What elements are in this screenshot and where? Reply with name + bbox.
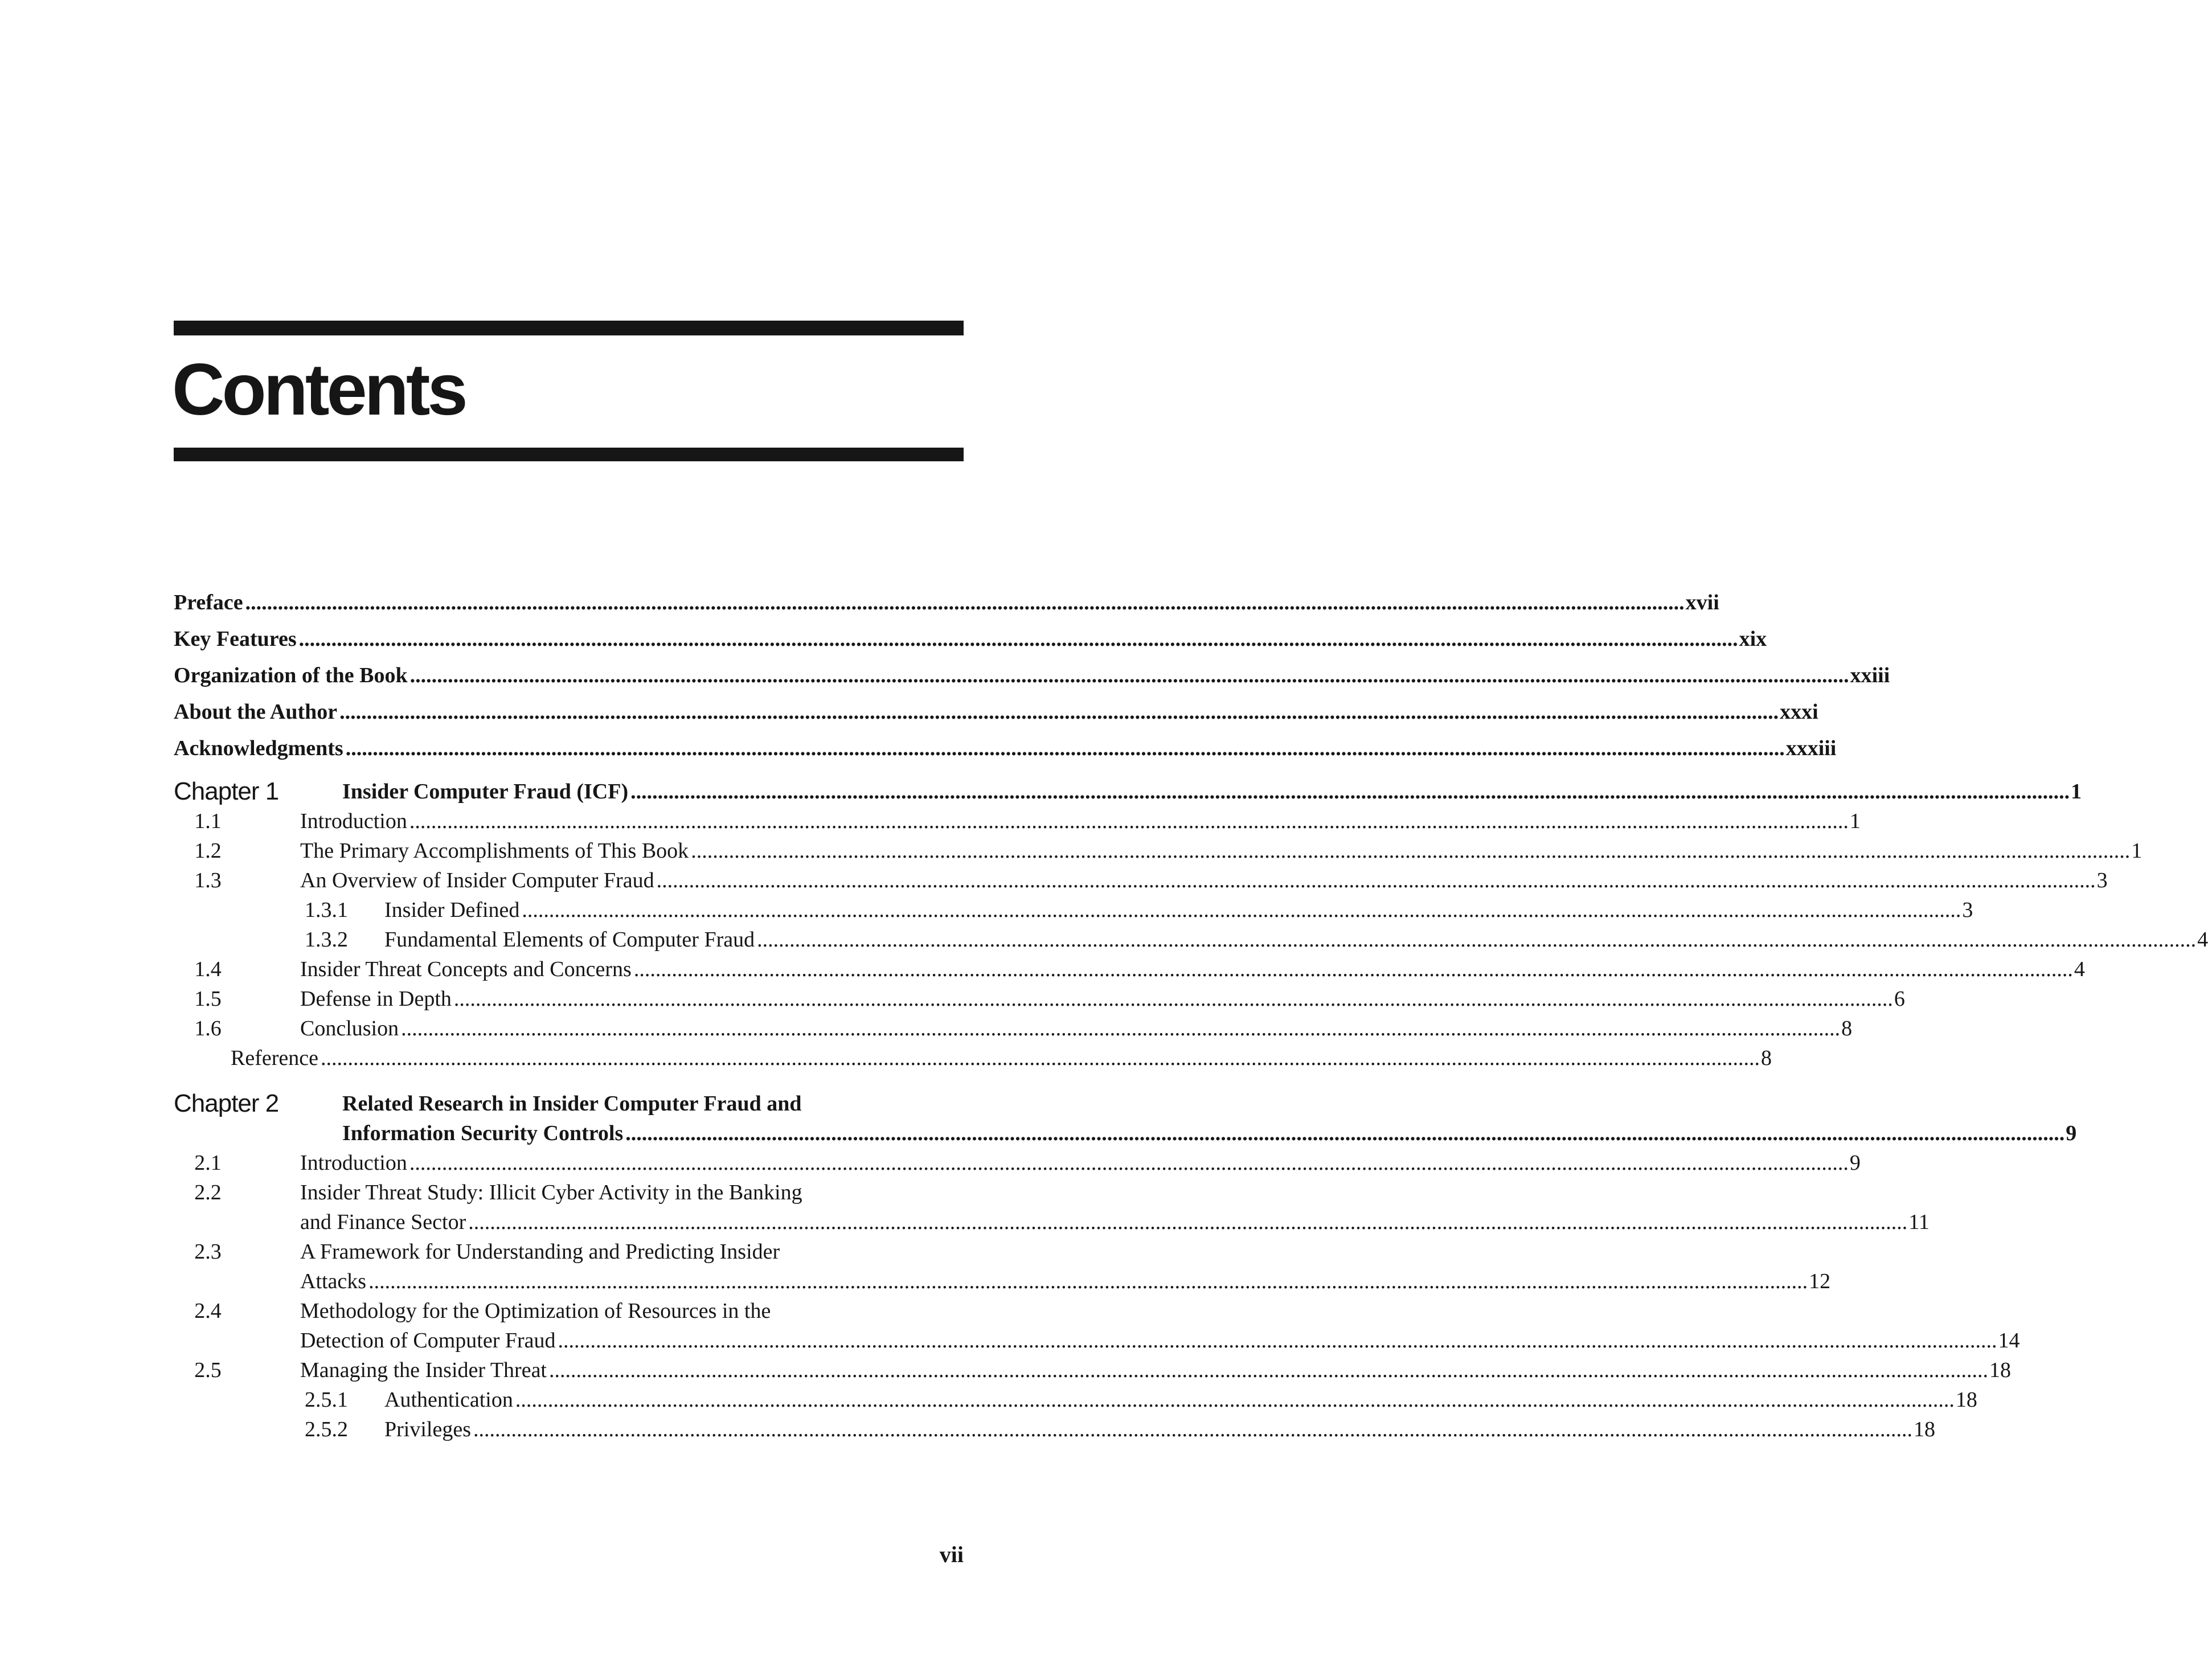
leader-dots: .......................................................................................................................................................................................................................................................................... (245, 591, 1685, 614)
section-title: Introduction (300, 1151, 407, 1175)
section-number: 1.3.1 (305, 898, 348, 922)
section-number: 2.5 (194, 1358, 222, 1382)
section-page: 8 (1841, 1017, 1853, 1040)
leader-dots: .......................................................................................................................................................................................................................................................................... (515, 1388, 1955, 1412)
toc-section[interactable] (174, 954, 2085, 984)
chapter-title-line (342, 1118, 2077, 1148)
leader-dots: .......................................................................................................................................................................................................................................................................... (522, 898, 1961, 922)
section-page: 4 (2074, 957, 2085, 981)
toc-entry-acknowledgments[interactable] (174, 730, 1837, 767)
leader-dots: .......................................................................................................................................................................................................................................................................... (549, 1358, 1988, 1382)
toc-section[interactable] (174, 1148, 1861, 1178)
toc-subsection[interactable] (174, 1415, 1935, 1444)
chapter-page: 9 (2066, 1121, 2077, 1145)
chapter-title-line (342, 1089, 964, 1118)
section-page: 1 (2131, 839, 2143, 863)
chapter-heading[interactable] (174, 777, 2082, 806)
toc-reference[interactable] (174, 1043, 1772, 1073)
chapter-title: Related Research in Insider Computer Fraud and (342, 1092, 802, 1116)
chapter-1 (174, 777, 2208, 1073)
leader-dots: .......................................................................................................................................................................................................................................................................... (558, 1329, 1997, 1353)
section-title: The Primary Accomplishments of This Book (300, 839, 689, 863)
toc-entry-label: Organization of the Book (174, 663, 408, 687)
toc-entry-page: xxiii (1850, 663, 1890, 687)
section-title: Introduction (300, 809, 407, 833)
section-page: 14 (1998, 1329, 2020, 1353)
toc-section[interactable] (174, 836, 2143, 866)
section-title: Methodology for the Optimization of Resources in the (300, 1299, 771, 1323)
chapter-number: Chapter 2 (174, 1089, 279, 1117)
section-number: 1.3.2 (305, 928, 348, 952)
leader-dots: .......................................................................................................................................................................................................................................................................... (345, 736, 1785, 760)
section-title: Detection of Computer Fraud (300, 1329, 556, 1353)
chapter-page: 1 (2071, 780, 2082, 804)
section-page: 1 (1849, 809, 1861, 833)
toc-entry-preface[interactable] (174, 584, 1719, 621)
section-title: A Framework for Understanding and Predicting Insider (300, 1240, 780, 1264)
toc-section[interactable] (174, 806, 1861, 836)
page-folio: vii (939, 1542, 964, 1567)
section-page: 3 (1962, 898, 1973, 922)
toc-section[interactable] (174, 984, 1905, 1014)
toc-entry-page: xxxiii (1785, 736, 1837, 760)
leader-dots: .......................................................................................................................................................................................................................................................................... (409, 1151, 1849, 1175)
section-page: 11 (1908, 1210, 1930, 1234)
title-rule-top (174, 321, 964, 335)
toc-subsection[interactable] (174, 1385, 1977, 1415)
chapter-title: Insider Computer Fraud (ICF) (342, 780, 629, 804)
section-number: 2.3 (194, 1240, 222, 1264)
leader-dots: .......................................................................................................................................................................................................................................................................... (409, 809, 1849, 833)
toc-entry-label: Preface (174, 591, 243, 614)
toc-entry-label: About the Author (174, 700, 338, 724)
title-rule-bottom (174, 448, 964, 461)
toc-entry-page: xxxi (1780, 700, 1818, 724)
section-title: Insider Threat Concepts and Concerns (300, 957, 632, 981)
page-title: Contents (172, 349, 465, 431)
section-number: 2.1 (194, 1151, 222, 1175)
chapter-title-line (342, 777, 2082, 806)
section-number: 2.5.2 (305, 1417, 348, 1441)
section-number: 1.3 (194, 868, 222, 892)
section-page: 18 (1955, 1388, 1977, 1412)
section-page: 12 (1809, 1269, 1831, 1293)
section-number: 2.4 (194, 1299, 222, 1323)
section-number: 1.2 (194, 839, 222, 863)
section-title: and Finance Sector (300, 1210, 466, 1234)
chapter-heading[interactable] (174, 1089, 2077, 1148)
chapter-number: Chapter 1 (174, 777, 279, 805)
section-title: Reference (231, 1046, 318, 1070)
section-number: 1.4 (194, 957, 222, 981)
section-title: Managing the Insider Threat (300, 1358, 547, 1382)
leader-dots: .......................................................................................................................................................................................................................................................................... (468, 1210, 1908, 1234)
toc-section[interactable] (174, 1296, 2020, 1355)
section-number: 2.5.1 (305, 1388, 348, 1412)
section-title: Defense in Depth (300, 987, 452, 1011)
leader-dots: .......................................................................................................................................................................................................................................................................... (633, 957, 2073, 981)
leader-dots: .......................................................................................................................................................................................................................................................................... (757, 928, 2197, 952)
toc-section[interactable] (174, 1014, 1853, 1043)
toc-entry-page: xix (1739, 627, 1767, 651)
leader-dots: .......................................................................................................................................................................................................................................................................... (409, 663, 1849, 687)
section-number: 2.2 (194, 1181, 222, 1204)
toc-entry-about-author[interactable] (174, 694, 1818, 730)
section-title: Fundamental Elements of Computer Fraud (384, 928, 755, 952)
toc-section[interactable] (174, 1355, 2011, 1385)
toc-entry-label: Acknowledgments (174, 736, 343, 760)
front-matter-list (174, 584, 1890, 767)
section-page: 6 (1894, 987, 1905, 1011)
section-title: An Overview of Insider Computer Fraud (300, 868, 654, 892)
leader-dots: .......................................................................................................................................................................................................................................................................... (656, 868, 2096, 892)
toc-section[interactable] (174, 866, 2108, 895)
leader-dots: .......................................................................................................................................................................................................................................................................... (473, 1417, 1912, 1441)
toc-section[interactable] (174, 1178, 1930, 1237)
chapter-title: Information Security Controls (342, 1121, 624, 1145)
leader-dots: .......................................................................................................................................................................................................................................................................... (401, 1017, 1841, 1040)
toc-entry-label: Key Features (174, 627, 297, 651)
section-page: 4 (2197, 928, 2208, 952)
section-title: Authentication (384, 1388, 513, 1412)
toc-entry-organization[interactable] (174, 657, 1890, 694)
section-number: 1.1 (194, 809, 222, 833)
section-title: Insider Defined (384, 898, 520, 922)
leader-dots: .......................................................................................................................................................................................................................................................................... (298, 627, 1738, 651)
toc-subsection[interactable] (174, 895, 1973, 925)
leader-dots: .......................................................................................................................................................................................................................................................................... (691, 839, 2131, 863)
toc-section[interactable] (174, 1237, 1831, 1296)
section-page: 3 (2096, 868, 2108, 892)
chapter-2 (174, 1089, 2077, 1444)
section-page: 8 (1761, 1046, 1772, 1070)
leader-dots: .......................................................................................................................................................................................................................................................................... (368, 1269, 1808, 1293)
section-title: Attacks (300, 1269, 367, 1293)
toc-entry-key-features[interactable] (174, 621, 1767, 657)
leader-dots: .......................................................................................................................................................................................................................................................................... (630, 780, 2070, 804)
section-title: Conclusion (300, 1017, 399, 1040)
section-page: 18 (1989, 1358, 2011, 1382)
section-number: 1.5 (194, 987, 222, 1011)
leader-dots: .......................................................................................................................................................................................................................................................................... (453, 987, 1893, 1011)
toc-subsection[interactable] (174, 925, 2208, 954)
section-title: Insider Threat Study: Illicit Cyber Activity in the Banking (300, 1181, 802, 1204)
section-number: 1.6 (194, 1017, 222, 1040)
section-page: 9 (1849, 1151, 1861, 1175)
toc-entry-page: xvii (1685, 591, 1719, 614)
leader-dots: .......................................................................................................................................................................................................................................................................... (321, 1046, 1760, 1070)
section-title: Privileges (384, 1417, 471, 1441)
leader-dots: .......................................................................................................................................................................................................................................................................... (625, 1121, 2065, 1145)
leader-dots: .......................................................................................................................................................................................................................................................................... (339, 700, 1779, 724)
section-page: 18 (1913, 1417, 1935, 1441)
